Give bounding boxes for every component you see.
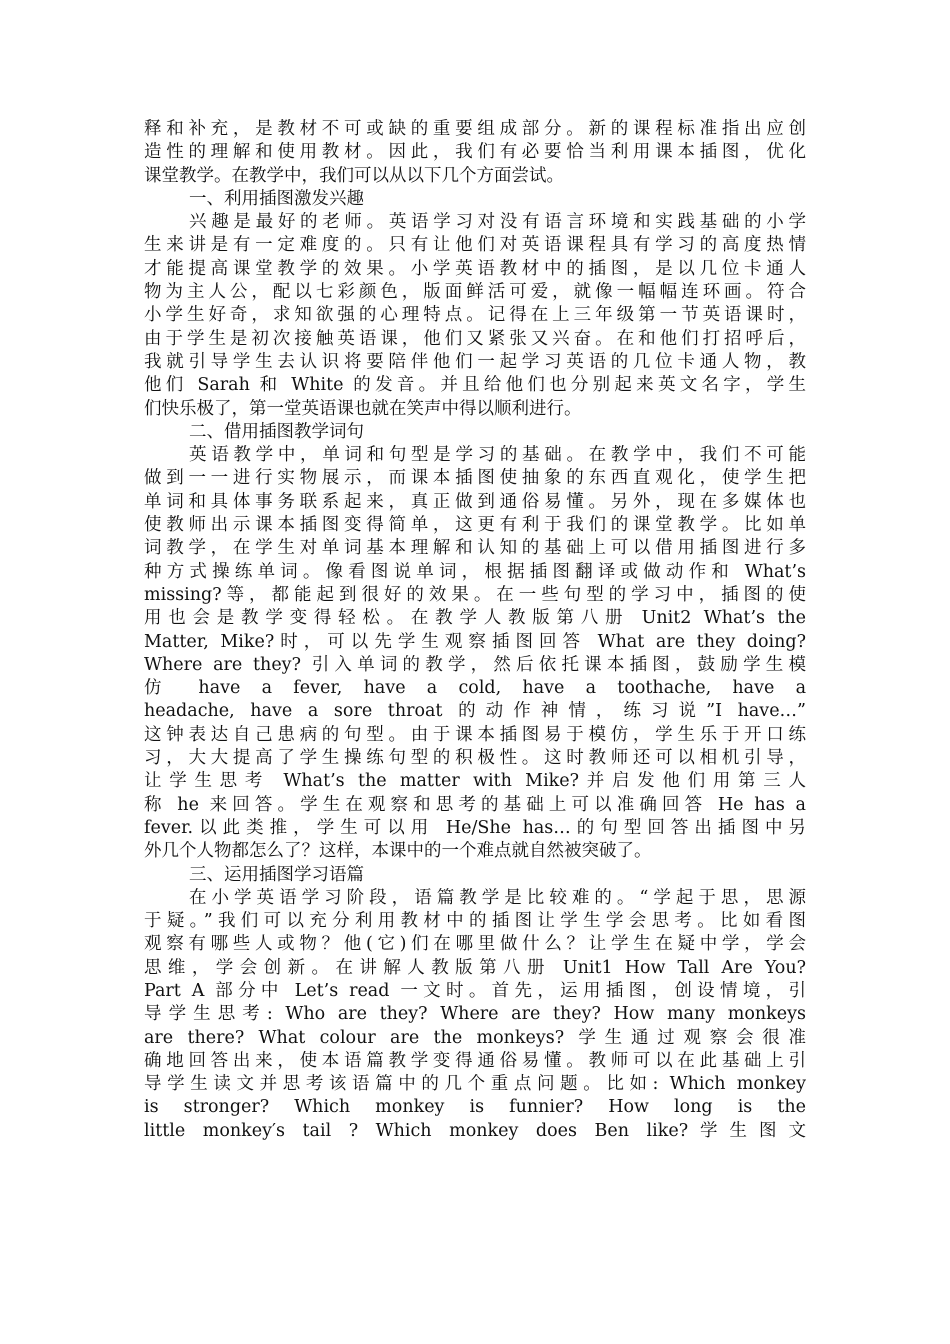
text-line: 小学生好奇，求知欲强的心理特点。记得在上三年级第一节英语课时， [144, 305, 806, 326]
text-line: 做到一一进行实物展示，而课本插图使抽象的东西直观化，使学生把 [144, 468, 806, 489]
text-line: 习，大大提高了学生操练句型的积极性。这时教师还可以相机引导， [144, 748, 806, 769]
text-line: 英语教学中，单词和句型是学习的基础。在教学中，我们不可能 [189, 445, 806, 466]
text-line: 他们 Sarah 和 White 的发音。并且给他们也分别起来英文名字，学生 [144, 375, 806, 396]
text-line: 二、借用插图教学词句 [189, 421, 364, 442]
text-line: Part A 部分中 Let’s read 一文时。首先，运用插图，创设情境，引 [144, 980, 806, 1001]
text-line: 我就引导学生去认识将要陪伴他们一起学习英语的几位卡通人物，教 [144, 351, 806, 372]
text-line: Matter, Mike?时，可以先学生观察插图回答 What are they doing? [144, 631, 806, 652]
text-line: 确地回答出来，使本语篇教学变得通俗易懂。教师可以在此基础上引 [144, 1050, 806, 1071]
text-line: 释和补充，是教材不可或缺的重要组成部分。新的课程标准指出应创 [144, 119, 806, 139]
text-line: 由于学生是初次接触英语课，他们又紧张又兴奋。在和他们打招呼后， [144, 328, 806, 349]
text-line: 思维，学会创新。在讲解人教版第八册 Unit1 How Tall Are You? [144, 957, 806, 978]
text-line: 才能提高课堂教学的效果。小学英语教材中的插图，是以几位卡通人 [144, 258, 806, 279]
text-line: 在小学英语学习阶段，语篇教学是比较难的。“学起于思，思源 [189, 887, 806, 908]
text-line: little monkey′s tail ? Which monkey does Ben like?学生图文 [144, 1120, 806, 1141]
text-line: 让学生思考 What’s the matter with Mike?并启发他们用第三人 [144, 771, 806, 792]
text-line: 生来讲是有一定难度的。只有让他们对英语课程具有学习的高度热情 [144, 235, 806, 256]
text-line: 外几个人物都怎么了？这样，本课中的一个难点就自然被突破了。 [144, 841, 652, 862]
text-line: 单词和具体事务联系起来，真正做到通俗易懂。另外，现在多媒体也 [144, 491, 806, 512]
text-line: are there? What colour are the monkeys? 学生通过观察会很准 [144, 1027, 806, 1048]
text-line: 们快乐极了，第一堂英语课也就在笑声中得以顺利进行。 [144, 398, 582, 419]
text-line: 观察有哪些人或物？他(它)们在哪里做什么？让学生在疑中学，学会 [144, 934, 806, 955]
text-line: 用也会是教学变得轻松。在教学人教版第八册 Unit2 What’s the [144, 608, 806, 629]
text-line: 一、利用插图激发兴趣 [189, 188, 364, 209]
text-line: 课堂教学。在教学中，我们可以从以下几个方面尝试。 [144, 165, 564, 186]
text-line: 导学生思考: Who are they? Where are they? How many monkeys [144, 1004, 806, 1025]
text-line: 使教师出示课本插图变得简单，这更有利于我们的课堂教学。比如单 [144, 515, 806, 536]
text-line: 种方式操练单词。像看图说单词，根据插图翻译或做动作和 What’s [144, 561, 806, 582]
text-line: 仿 have a fever, have a cold, have a toothache, have a [144, 678, 806, 699]
text-line: fever.以此类推，学生可以用 He/She has…的句型回答出插图中另 [144, 817, 806, 838]
text-line: 导学生读文并思考该语篇中的几个重点问题。比如: Which monkey [144, 1074, 806, 1095]
text-line: is stronger? Which monkey is funnier? How long is the [144, 1097, 806, 1118]
text-line: missing?等，都能起到很好的效果。在一些句型的学习中，插图的使 [144, 584, 806, 605]
text-line: 三、运用插图学习语篇 [189, 864, 364, 885]
text-line: 物为主人公，配以七彩颜色，版面鲜活可爱，就像一幅幅连环画。符合 [144, 282, 806, 303]
text-line: 称 he 来回答。学生在观察和思考的基础上可以准确回答 He has a [144, 794, 806, 815]
text-line: 兴趣是最好的老师。英语学习对没有语言环境和实践基础的小学 [189, 212, 806, 233]
text-line: 造性的理解和使用教材。因此，我们有必要恰当利用课本插图，优化 [144, 142, 806, 163]
text-line: 词教学，在学生对单词基本理解和认知的基础上可以借用插图进行多 [144, 538, 806, 559]
text-line: Where are they? 引入单词的教学，然后依托课本插图，鼓励学生模 [144, 654, 806, 675]
text-line: headache, have a sore throat 的动作神情，练习说”I have…” [144, 701, 806, 722]
document-page [144, 118, 806, 1143]
text-line: 这钟表达自己患病的句型。由于课本插图易于模仿，学生乐于开口练 [144, 724, 806, 745]
text-line: 于疑。”我们可以充分利用教材中的插图让学生学会思考。比如看图 [144, 911, 806, 932]
